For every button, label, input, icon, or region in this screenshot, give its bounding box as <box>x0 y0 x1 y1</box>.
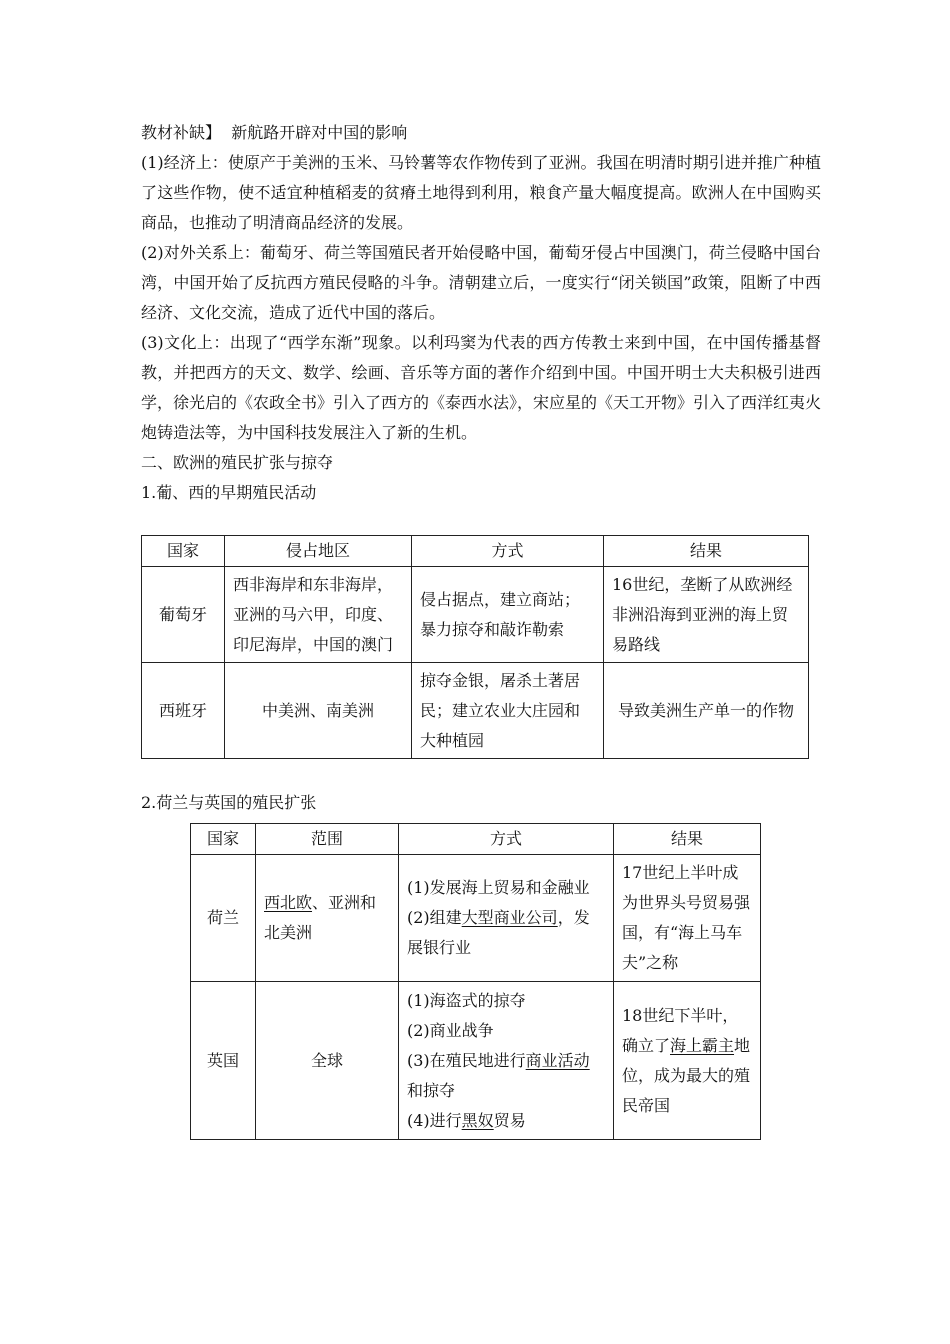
header-country: 国家 <box>191 824 256 855</box>
method-text: ，发展银行业 <box>407 908 590 957</box>
table-netherlands-britain <box>190 823 761 1140</box>
method-text: 贸易 <box>493 1110 526 1130</box>
cell-method <box>399 982 614 1140</box>
paragraph-economy: (1)经济上：使原产于美洲的玉米、马铃薯等农作物传到了亚洲。我国在明清时期引进并推广种植了这些作物，使不适宜种植稻麦的贫瘠土地得到利用，粮食产量大幅度提高。欧洲人在中国购买商品，也推动了明清商品经济的发展。 <box>141 153 821 232</box>
cell-scope <box>256 855 399 982</box>
header-method: 方式 <box>412 536 604 567</box>
table-row <box>142 663 809 759</box>
table-header-row <box>142 536 809 567</box>
cell-result: 导致美洲生产单一的作物 <box>604 663 809 759</box>
cell-country: 葡萄牙 <box>142 567 225 663</box>
cell-country: 荷兰 <box>191 855 256 982</box>
cell-country: 英国 <box>191 982 256 1140</box>
method-text: (3)在殖民地进行 <box>407 1050 526 1070</box>
paragraph-culture: (3)文化上：出现了“西学东渐”现象。以利玛窦为代表的西方传教士来到中国，在中国传播基督教，并把西方的天文、数学、绘画、音乐等方面的著作介绍到中国。中国开明士大夫积极引进西学，徐光启的《农政全书》引入了西方的《泰西水法》，宋应星的《天工开物》引入了西洋红夷火炮铸造法等，为中国科技发展注入了新的生机。 <box>141 333 822 442</box>
underlined-term: 海上霸主 <box>670 1035 735 1055</box>
cell-area: 西非海岸和东非海岸，亚洲的马六甲，印度、印尼海岸，中国的澳门 <box>225 567 412 663</box>
supplement-title-text: 新航路开辟对中国的影响 <box>231 123 408 142</box>
result-text: 18世纪下半叶，确立了 <box>622 1005 739 1055</box>
cell-method <box>399 855 614 982</box>
section-heading: 二、欧洲的殖民扩张与掠夺 <box>141 453 334 472</box>
table-row <box>191 855 761 982</box>
method-text: 和掠夺 <box>407 1080 456 1100</box>
subheading-1: 1.葡、西的早期殖民活动 <box>141 483 317 502</box>
method-line <box>407 1106 605 1136</box>
paragraph-foreign-relations: (2)对外关系上：葡萄牙、荷兰等国殖民者开始侵略中国，葡萄牙侵占中国澳门，荷兰侵略中国台湾，中国开始了反抗西方殖民侵略的斗争。清朝建立后，一度实行“闭关锁国”政策，阻断了中西经济、文化交流，造成了近代中国的落后。 <box>141 243 821 322</box>
underlined-term: 黑奴 <box>461 1110 494 1130</box>
method-text: (2)组建 <box>407 908 462 927</box>
table-header-row <box>191 824 761 855</box>
subheading-2: 2.荷兰与英国的殖民扩张 <box>141 793 317 812</box>
supplement-section <box>141 118 821 508</box>
cell-method: 侵占据点，建立商站；暴力掠夺和敲诈勒索 <box>412 567 604 663</box>
table-portugal-spain <box>141 535 809 759</box>
table-row <box>142 567 809 663</box>
header-method: 方式 <box>399 824 614 855</box>
cell-result <box>614 982 761 1140</box>
cell-country: 西班牙 <box>142 663 225 759</box>
header-result: 结果 <box>614 824 761 855</box>
scope-rest: 、亚洲和北美洲 <box>264 893 377 942</box>
cell-result: 17世纪上半叶成为世界头号贸易强国，有“海上马车夫”之称 <box>614 855 761 982</box>
method-line: (2)商业战争 <box>407 1020 494 1040</box>
method-line <box>407 1046 605 1106</box>
supplement-title-prefix: 教材补缺】 <box>141 123 222 142</box>
header-result: 结果 <box>604 536 809 567</box>
underlined-term: 商业活动 <box>525 1050 590 1070</box>
subheading-2-block <box>141 788 821 818</box>
cell-method: 掠夺金银，屠杀土著居民；建立农业大庄园和大种植园 <box>412 663 604 759</box>
header-scope: 范围 <box>256 824 399 855</box>
header-area: 侵占地区 <box>225 536 412 567</box>
cell-area: 中美洲、南美洲 <box>225 663 412 759</box>
cell-result: 16世纪，垄断了从欧洲经非洲沿海到亚洲的海上贸易路线 <box>604 567 809 663</box>
cell-scope: 全球 <box>256 982 399 1140</box>
underlined-term: 西北欧 <box>264 893 313 912</box>
header-country: 国家 <box>142 536 225 567</box>
method-line: (1)海盗式的掠夺 <box>407 990 526 1010</box>
method-line <box>407 903 605 963</box>
underlined-term: 大型商业公司 <box>461 908 558 927</box>
result-text: 地位，成为最大的殖民帝国 <box>622 1035 751 1115</box>
table-row <box>191 982 761 1140</box>
supplement-title <box>141 118 821 148</box>
method-text: (4)进行 <box>407 1110 462 1130</box>
method-line: (1)发展海上贸易和金融业 <box>407 878 590 897</box>
